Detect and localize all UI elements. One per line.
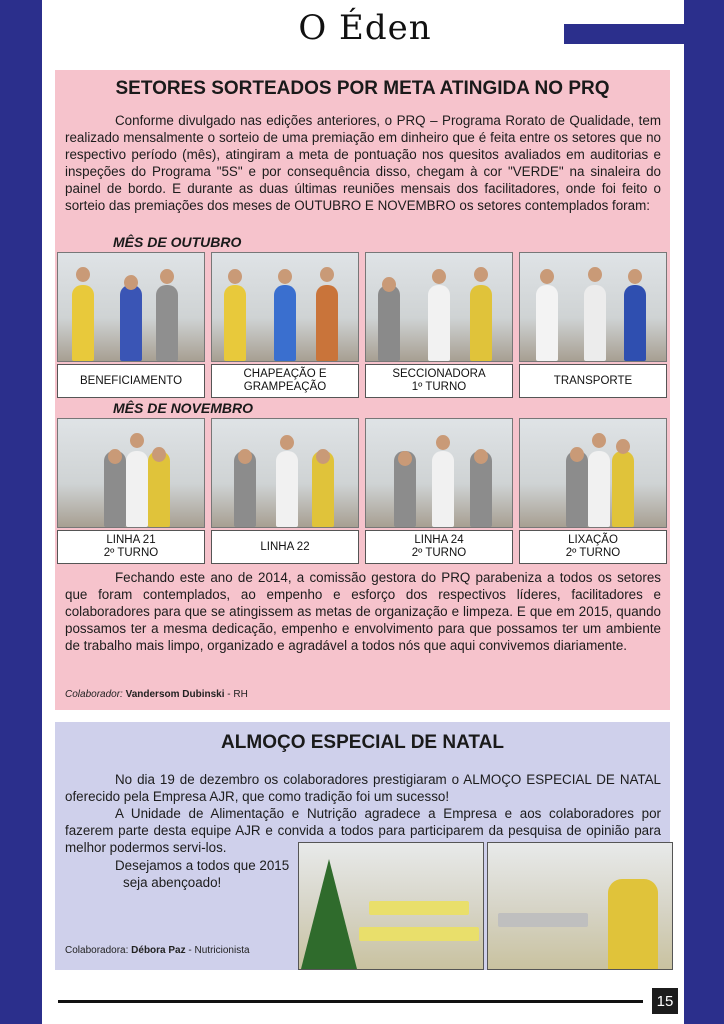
sector-card-chapeacao [211, 252, 359, 398]
sector-photo [365, 252, 513, 362]
sector-card-linha-21 [57, 418, 205, 564]
footer-rule [58, 1000, 643, 1003]
header-stripe [564, 24, 684, 44]
sector-caption: CHAPEAÇÃO E GRAMPEAÇÃO [211, 364, 359, 398]
prq-section [55, 70, 670, 710]
natal-section [55, 722, 670, 970]
magazine-title: O Éden [298, 8, 432, 48]
month-october-label: MÊS DE OUTUBRO [113, 234, 242, 250]
prq-credit: Colaborador: Vandersom Dubinski - RH [65, 689, 248, 700]
natal-credit: Colaboradora: Débora Paz - Nutricionista [65, 945, 250, 956]
page-number: 15 [652, 988, 678, 1014]
natal-photo-buffet [487, 842, 673, 970]
natal-paragraph-1: No dia 19 de dezembro os colaboradores prestigiaram o ALMOÇO ESPECIAL DE NATAL oferecido pela Empresa AJR, que como tradição foi um sucesso! [65, 772, 661, 804]
sector-card-transporte [519, 252, 667, 398]
sector-photo [57, 252, 205, 362]
natal-wishes: Desejamos a todos que 2015 seja abençoado! [115, 858, 290, 890]
sector-photo [57, 418, 205, 528]
sector-caption: SECCIONADORA 1º TURNO [365, 364, 513, 398]
sector-card-lixacao [519, 418, 667, 564]
sector-photo [365, 418, 513, 528]
sector-photo [519, 418, 667, 528]
sector-card-seccionadora [365, 252, 513, 398]
sector-card-linha-22 [211, 418, 359, 564]
prq-intro [65, 112, 661, 214]
natal-heading: ALMOÇO ESPECIAL DE NATAL [221, 732, 504, 753]
prq-closing [65, 569, 661, 654]
sector-caption: BENEFICIAMENTO [57, 364, 205, 398]
sector-caption: LIXAÇÃO 2º TURNO [519, 530, 667, 564]
right-border-bar [684, 0, 724, 1024]
sector-caption: LINHA 24 2º TURNO [365, 530, 513, 564]
sector-caption: LINHA 22 [211, 530, 359, 564]
sector-photo [211, 252, 359, 362]
natal-photo-dining-hall [298, 842, 484, 970]
sector-caption: TRANSPORTE [519, 364, 667, 398]
prq-closing-text: Fechando este ano de 2014, a comissão gestora do PRQ parabeniza a todos os setores que foram contemplados, ao empenho e esforço dos respectivos líderes, facilitadores e colaboradores para que se atingissem as metas de organização e limpeza. E que em 2015, quando possamos ter a mesma dedicação, empenho e envolvimento para que possamos ter um ambiente de trabalho mais limpo, organizado e agradável a todos nós que aqui convivemos diariamente. [65, 570, 661, 653]
left-border-bar [0, 0, 42, 1024]
month-november-label: MÊS DE NOVEMBRO [113, 400, 254, 416]
natal-paragraph-2: A Unidade de Alimentação e Nutrição agradece a Empresa e aos colaboradores por fazerem parte desta equipe AJR e convida a todos para participarem da pesquisa de opinião para melhor podermos servi-los. [65, 806, 661, 855]
sector-photo [519, 252, 667, 362]
sector-photo [211, 418, 359, 528]
prq-intro-text: Conforme divulgado nas edições anteriores, o PRQ – Programa Rorato de Qualidade, tem realizado mensalmente o sorteio de uma premiação em dinheiro que é feita entre os setores que no respectivo período (mês), atingiram a meta de pontuação nos quesitos avaliados em auditorias e inspeções do Programa "5S" e por consequência disso, chegam à cor "VERDE" na sinaleira do painel de bordo. E durante as duas últimas reuniões mensais dos facilitadores, onde foi feito o sorteio das premiações dos meses de OUTUBRO E NOVEMBRO os setores contemplados foram: [65, 113, 661, 213]
sector-caption: LINHA 21 2º TURNO [57, 530, 205, 564]
prq-heading: SETORES SORTEADOS POR META ATINGIDA NO PRQ [115, 78, 610, 99]
sector-card-linha-24 [365, 418, 513, 564]
sector-card-beneficiamento [57, 252, 205, 398]
